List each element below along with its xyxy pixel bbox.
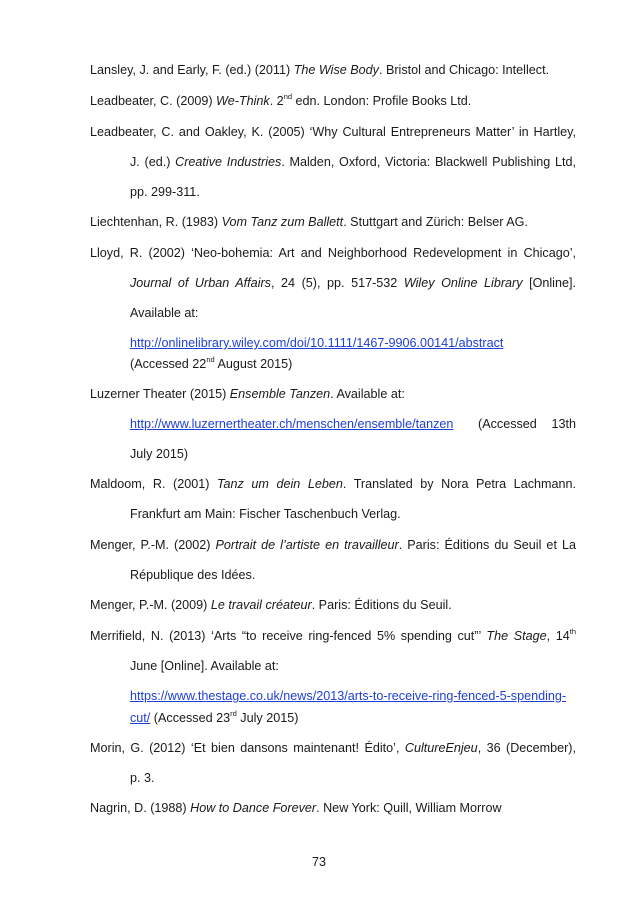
ref-text: Merrifield, N. (2013) ‘Arts “to receive ring-fenced 5% spending cut”’ (90, 629, 487, 643)
ref-text: Morin, G. (2012) ‘Et bien dansons maintenant! Édito’, (90, 741, 405, 755)
ref-title: CultureEnjeu (404, 741, 478, 755)
ref-text: . 2 (269, 94, 284, 108)
reference-lloyd-url-line (130, 335, 576, 351)
page-number: 73 (311, 855, 326, 869)
ref-text: Menger, P.-M. (2002) (90, 538, 216, 552)
ref-text: pp. 299-311. (130, 185, 200, 199)
ref-text: Lansley, J. and Early, F. (ed.) (2011) (90, 63, 294, 77)
ref-text: p. 3. (130, 771, 155, 785)
reference-liechtenhan (90, 214, 576, 230)
ref-text: June [Online]. Available at: (130, 659, 279, 673)
ref-text: 13th (551, 417, 576, 431)
reference-leadbeater-2009 (90, 93, 576, 109)
ref-title: Creative Industries (175, 155, 282, 169)
ref-text: . Malden, Oxford, Victoria: Blackwell Publishing Ltd, (281, 155, 576, 169)
reference-maldoom (90, 476, 576, 492)
reference-leadbeater-2005 (90, 124, 576, 140)
reference-luzerner-url-line (130, 416, 576, 432)
reference-lloyd-available (130, 305, 576, 321)
ref-text: edn. London: Profile Books Ltd. (292, 94, 472, 108)
ref-text: July 2015) (236, 711, 299, 725)
reference-link[interactable]: https://www.thestage.co.uk/news/2013/arts-to-receive-ring-fenced-5-spending- (130, 689, 567, 703)
ref-text: Liechtenhan, R. (1983) (90, 215, 222, 229)
reference-lansley (90, 62, 576, 78)
reference-morin (90, 740, 576, 756)
ref-source: Wiley Online Library (403, 276, 523, 290)
ref-title: Vom Tanz zum Ballett (221, 215, 344, 229)
ref-text: . Stuttgart and Zürich: Belser AG. (343, 215, 528, 229)
ref-superscript: rd (230, 709, 237, 718)
ref-text: . Paris: Éditions du Seuil. (311, 598, 452, 612)
ref-title: Le travail créateur (210, 598, 312, 612)
ref-title: The Wise Body (293, 63, 379, 77)
reference-menger-2002 (90, 537, 576, 553)
ref-text: Leadbeater, C. and Oakley, K. (2005) ‘Why Cultural Entrepreneurs Matter’ in Hartley, (90, 125, 576, 139)
ref-text: August 2015) (214, 357, 293, 371)
reference-merrifield-date (130, 658, 576, 674)
ref-text: J. (ed.) (130, 155, 176, 169)
reference-maldoom-publisher (130, 506, 576, 522)
ref-text: , 14 (546, 629, 570, 643)
ref-title: Portrait de l’artiste en travailleur (215, 538, 399, 552)
ref-text: . Paris: Éditions du Seuil et La (398, 538, 576, 552)
reference-nagrin (90, 800, 576, 816)
ref-text: Lloyd, R. (2002) ‘Neo-bohemia: Art and Neighborhood Redevelopment in Chicago’, (90, 246, 576, 260)
ref-text: , 24 (5), pp. 517-532 (270, 276, 404, 290)
reference-merrifield-url-cont (130, 710, 576, 726)
reference-menger-2009 (90, 597, 576, 613)
reference-link[interactable]: http://onlinelibrary.wiley.com/doi/10.1111/1467-9906.00141/abstract (130, 336, 504, 350)
reference-lloyd (90, 245, 576, 261)
reference-link[interactable]: http://www.luzernertheater.ch/menschen/ensemble/tanzen (130, 417, 454, 431)
ref-title: We-Think (216, 94, 270, 108)
ref-text: (Accessed (478, 417, 537, 431)
ref-text: [Online]. (522, 276, 576, 290)
reference-menger-2002-cont (130, 567, 576, 583)
reference-lloyd-journal (130, 275, 576, 291)
ref-text: Menger, P.-M. (2009) (90, 598, 211, 612)
reference-link[interactable]: cut/ (130, 711, 151, 725)
ref-text: Nagrin, D. (1988) (90, 801, 191, 815)
ref-text: Maldoom, R. (2001) (90, 477, 217, 491)
reference-lloyd-accessed (130, 356, 576, 372)
ref-title: Tanz um dein Leben (217, 477, 343, 491)
reference-luzerner (90, 386, 576, 402)
reference-leadbeater-2005-pages (130, 184, 576, 200)
reference-merrifield-url-line (130, 688, 576, 704)
ref-text: . New York: Quill, William Morrow (316, 801, 502, 815)
ref-text: Available at: (130, 306, 199, 320)
ref-text: Frankfurt am Main: Fischer Taschenbuch Verlag. (130, 507, 401, 521)
ref-text: . Available at: (330, 387, 405, 401)
reference-morin-page (130, 770, 576, 786)
ref-superscript: nd (283, 92, 293, 101)
ref-title: How to Dance Forever (190, 801, 317, 815)
reference-leadbeater-2005-cont (130, 154, 576, 170)
ref-superscript: th (569, 627, 576, 636)
ref-title: Ensemble Tanzen (229, 387, 331, 401)
reference-merrifield (90, 628, 576, 644)
ref-superscript: nd (206, 355, 215, 364)
ref-text: (Accessed 23 (150, 711, 231, 725)
ref-text: . Bristol and Chicago: Intellect. (378, 63, 550, 77)
ref-text: (Accessed 22 (130, 357, 207, 371)
ref-text: , 36 (December), (477, 741, 576, 755)
ref-text: July 2015) (130, 447, 189, 461)
ref-text: Leadbeater, C. (2009) (90, 94, 217, 108)
ref-text: Luzerner Theater (2015) (90, 387, 230, 401)
ref-text: République des Idées. (130, 568, 256, 582)
ref-title: The Stage (486, 629, 547, 643)
reference-luzerner-date (130, 446, 576, 462)
ref-text: . Translated by Nora Petra Lachmann. (342, 477, 576, 491)
ref-title: Journal of Urban Affairs (130, 276, 271, 290)
